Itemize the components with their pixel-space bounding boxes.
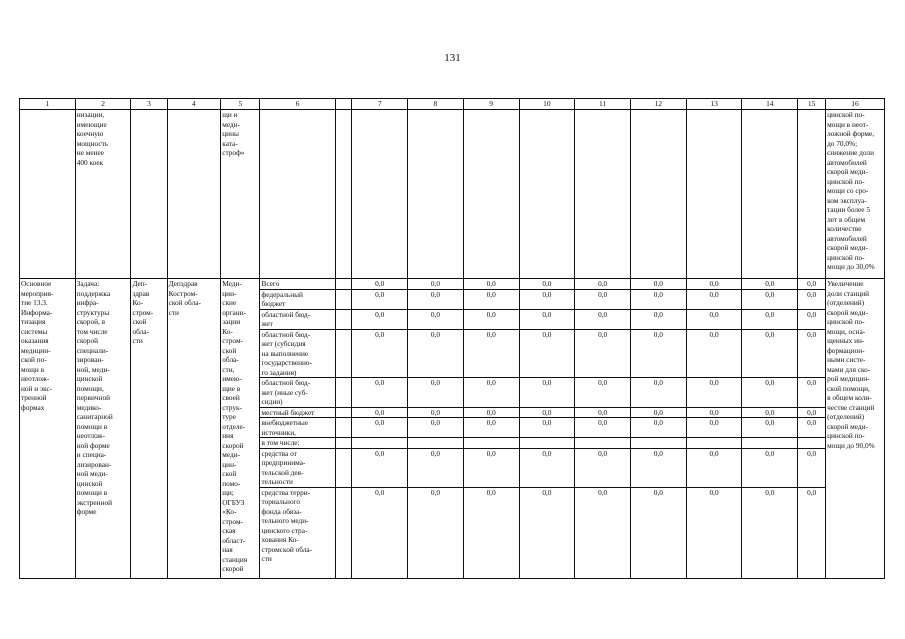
funding-value: 0,0 — [463, 279, 519, 290]
funding-source-label: областной бюд- жет — [260, 309, 335, 329]
funding-value: 0,0 — [686, 448, 742, 487]
cont-col4 — [167, 110, 221, 279]
column-number-4: 4 — [167, 99, 221, 110]
funding-value: 0,0 — [352, 448, 408, 487]
funding-value: 0,0 — [519, 487, 575, 578]
funding-value: 0,0 — [352, 279, 408, 290]
funding-value: 0,0 — [463, 418, 519, 438]
cont-col12 — [631, 110, 687, 279]
funding-value: 0,0 — [798, 418, 826, 438]
cont-col14 — [742, 110, 798, 279]
funding-value: 0,0 — [463, 289, 519, 309]
funding-value: 0,0 — [519, 418, 575, 438]
funding-value — [463, 438, 519, 449]
event-task-text: Задача: поддержка инфра- структуры скорой, в том числе скорой специали- зирован- ной, меди- цинской помощи, первичной медико- санитарной помощи в неотлож- ной форме и специа- лизирован- ной меди- цинской помощи в экстренной форме — [75, 279, 131, 579]
funding-source-label: в том числе: — [260, 438, 335, 449]
funding-value: 0,0 — [575, 418, 631, 438]
funding-value: 0,0 — [742, 418, 798, 438]
cont-task-text: низации, имеющие коечную мощность не менее 400 коек — [75, 110, 131, 279]
funding-value — [798, 438, 826, 449]
column-number-13: 12 — [631, 99, 687, 110]
funding-value — [686, 438, 742, 449]
funding-value: 0,0 — [742, 378, 798, 408]
funding-value: 0,0 — [463, 487, 519, 578]
cont-executor-text: щи и меди- цины ката- строф» — [221, 110, 260, 279]
funding-value: 0,0 — [463, 378, 519, 408]
funding-value: 0,0 — [575, 487, 631, 578]
column-number-14: 13 — [686, 99, 742, 110]
funding-source-label: областной бюд- жет (иные суб- сидии) — [260, 378, 335, 408]
funding-value: 0,0 — [575, 448, 631, 487]
blank-cell — [335, 329, 352, 378]
funding-value: 0,0 — [631, 407, 687, 418]
program-table — [19, 98, 885, 579]
funding-value: 0,0 — [686, 309, 742, 329]
funding-source-label: областной бюд- жет (субсидия на выполнение государственно- го задания) — [260, 329, 335, 378]
funding-value: 0,0 — [575, 407, 631, 418]
funding-value: 0,0 — [742, 407, 798, 418]
funding-value: 0,0 — [742, 329, 798, 378]
column-number-8: 7 — [352, 99, 408, 110]
funding-value — [742, 438, 798, 449]
funding-value: 0,0 — [463, 309, 519, 329]
funding-value: 0,0 — [798, 378, 826, 408]
blank-cell — [335, 309, 352, 329]
column-number-7 — [335, 99, 352, 110]
funding-value: 0,0 — [798, 448, 826, 487]
funding-value: 0,0 — [798, 289, 826, 309]
column-number-12: 11 — [575, 99, 631, 110]
column-number-6: 6 — [260, 99, 335, 110]
funding-value: 0,0 — [575, 309, 631, 329]
funding-value: 0,0 — [686, 279, 742, 290]
column-number-17: 16 — [826, 99, 885, 110]
column-number-9: 8 — [408, 99, 464, 110]
cont-col11 — [575, 110, 631, 279]
blank-cell — [335, 487, 352, 578]
funding-value: 0,0 — [798, 407, 826, 418]
funding-value: 0,0 — [575, 329, 631, 378]
funding-value: 0,0 — [519, 279, 575, 290]
funding-value: 0,0 — [519, 329, 575, 378]
funding-value: 0,0 — [519, 407, 575, 418]
funding-value: 0,0 — [408, 289, 464, 309]
funding-value: 0,0 — [519, 289, 575, 309]
funding-value: 0,0 — [631, 289, 687, 309]
funding-value: 0,0 — [408, 378, 464, 408]
funding-value: 0,0 — [631, 309, 687, 329]
funding-value: 0,0 — [742, 289, 798, 309]
funding-value: 0,0 — [408, 279, 464, 290]
blank-cell — [335, 289, 352, 309]
funding-value: 0,0 — [798, 309, 826, 329]
funding-source-label: внебюджетные источники, — [260, 418, 335, 438]
cont-col10 — [519, 110, 575, 279]
funding-value: 0,0 — [352, 418, 408, 438]
funding-value: 0,0 — [408, 487, 464, 578]
page-number: 131 — [444, 52, 461, 64]
funding-value: 0,0 — [686, 407, 742, 418]
funding-source-label: средства терри- ториального фонда обяза- тельного меди- цинского стра- хования Ко- стромской обла- сти — [260, 487, 335, 578]
funding-value: 0,0 — [631, 378, 687, 408]
column-number-1: 1 — [20, 99, 76, 110]
blank-cell — [335, 279, 352, 290]
column-number-16: 15 — [798, 99, 826, 110]
funding-source-label: Всего — [260, 279, 335, 290]
funding-value — [519, 438, 575, 449]
event-participants-text: Меди- цин- ские органи- зации Ко- стром- ской обла- сти, имею- щие в своей струк- туре отделе- ния скорой меди- цин- ской помо- щи; ОГБУЗ «Ко- стром- ская област- ная станция скорой — [221, 279, 260, 579]
funding-value: 0,0 — [408, 329, 464, 378]
funding-value — [408, 438, 464, 449]
funding-value: 0,0 — [631, 329, 687, 378]
funding-value: 0,0 — [519, 309, 575, 329]
cont-col6 — [260, 110, 335, 279]
blank-cell — [335, 448, 352, 487]
event-name-text: Основное мероприя- тие 13.3. Информа- тизация системы оказания медицин- ской по- мощи в неотлож- ной и экс- тренной формах — [20, 279, 76, 579]
cont-col3 — [131, 110, 167, 279]
cont-col15 — [798, 110, 826, 279]
cont-col13 — [686, 110, 742, 279]
cont-result-text: цинской по- мощи в неот- ложной форме, до 70,0%; снижение доли автомобилей скорой меди- цинской по- мощи со сро- ком эксплуа- тации более 5 лет в общем количестве автомобилей скорой меди- цинской по- мощи до 30,0% — [826, 110, 885, 279]
cont-col8 — [408, 110, 464, 279]
funding-value: 0,0 — [742, 309, 798, 329]
funding-value: 0,0 — [798, 279, 826, 290]
funding-value: 0,0 — [575, 279, 631, 290]
funding-value: 0,0 — [686, 418, 742, 438]
funding-value: 0,0 — [631, 279, 687, 290]
cont-col9 — [463, 110, 519, 279]
funding-value: 0,0 — [631, 487, 687, 578]
blank-cell — [335, 438, 352, 449]
funding-value: 0,0 — [352, 487, 408, 578]
funding-value — [631, 438, 687, 449]
column-number-11: 10 — [519, 99, 575, 110]
funding-value: 0,0 — [352, 378, 408, 408]
column-number-row — [20, 99, 885, 110]
funding-value: 0,0 — [631, 418, 687, 438]
funding-value: 0,0 — [408, 448, 464, 487]
event-coexecutor-text: Депздрав Костром- ской обла- сти — [167, 279, 221, 579]
funding-value: 0,0 — [686, 487, 742, 578]
funding-value: 0,0 — [575, 378, 631, 408]
funding-value: 0,0 — [352, 289, 408, 309]
funding-value: 0,0 — [352, 329, 408, 378]
funding-value: 0,0 — [686, 289, 742, 309]
cont-col1 — [20, 110, 76, 279]
cont-col-blank — [335, 110, 352, 279]
funding-value: 0,0 — [575, 289, 631, 309]
column-number-2: 2 — [75, 99, 131, 110]
funding-value: 0,0 — [798, 329, 826, 378]
blank-cell — [335, 418, 352, 438]
funding-row — [20, 279, 885, 290]
funding-source-label: федеральный бюджет — [260, 289, 335, 309]
event-responsible-text: Деп- здрав Ко- стром- ской обла- сти — [131, 279, 167, 579]
funding-value: 0,0 — [742, 448, 798, 487]
column-number-5: 5 — [221, 99, 260, 110]
funding-value: 0,0 — [463, 329, 519, 378]
funding-value: 0,0 — [463, 448, 519, 487]
column-number-10: 9 — [463, 99, 519, 110]
funding-value: 0,0 — [463, 407, 519, 418]
funding-value: 0,0 — [352, 309, 408, 329]
funding-value: 0,0 — [686, 329, 742, 378]
funding-value: 0,0 — [408, 418, 464, 438]
funding-value: 0,0 — [519, 378, 575, 408]
blank-cell — [335, 378, 352, 408]
funding-value: 0,0 — [686, 378, 742, 408]
funding-value: 0,0 — [742, 487, 798, 578]
column-number-15: 14 — [742, 99, 798, 110]
funding-value: 0,0 — [352, 407, 408, 418]
funding-value: 0,0 — [742, 279, 798, 290]
continuation-row — [20, 110, 885, 279]
event-result-text: Увеличение доли станций (отделений) скорой меди- цинской по- мощи, осна- щенных ин- формацион- ными систе- мами для ско- рой медицин- ской помощи, в общем коли- честве станций (отделений) скорой меди- цинской по- мощи до 90,0% — [826, 279, 885, 579]
funding-source-label: средства от предпринима- тельской дея- тельности — [260, 448, 335, 487]
funding-value: 0,0 — [631, 448, 687, 487]
funding-value: 0,0 — [408, 407, 464, 418]
funding-value: 0,0 — [798, 487, 826, 578]
funding-value — [575, 438, 631, 449]
funding-source-label: местный бюджет — [260, 407, 335, 418]
funding-value — [352, 438, 408, 449]
cont-col7 — [352, 110, 408, 279]
funding-value: 0,0 — [408, 309, 464, 329]
blank-cell — [335, 407, 352, 418]
funding-value: 0,0 — [519, 448, 575, 487]
column-number-3: 3 — [131, 99, 167, 110]
